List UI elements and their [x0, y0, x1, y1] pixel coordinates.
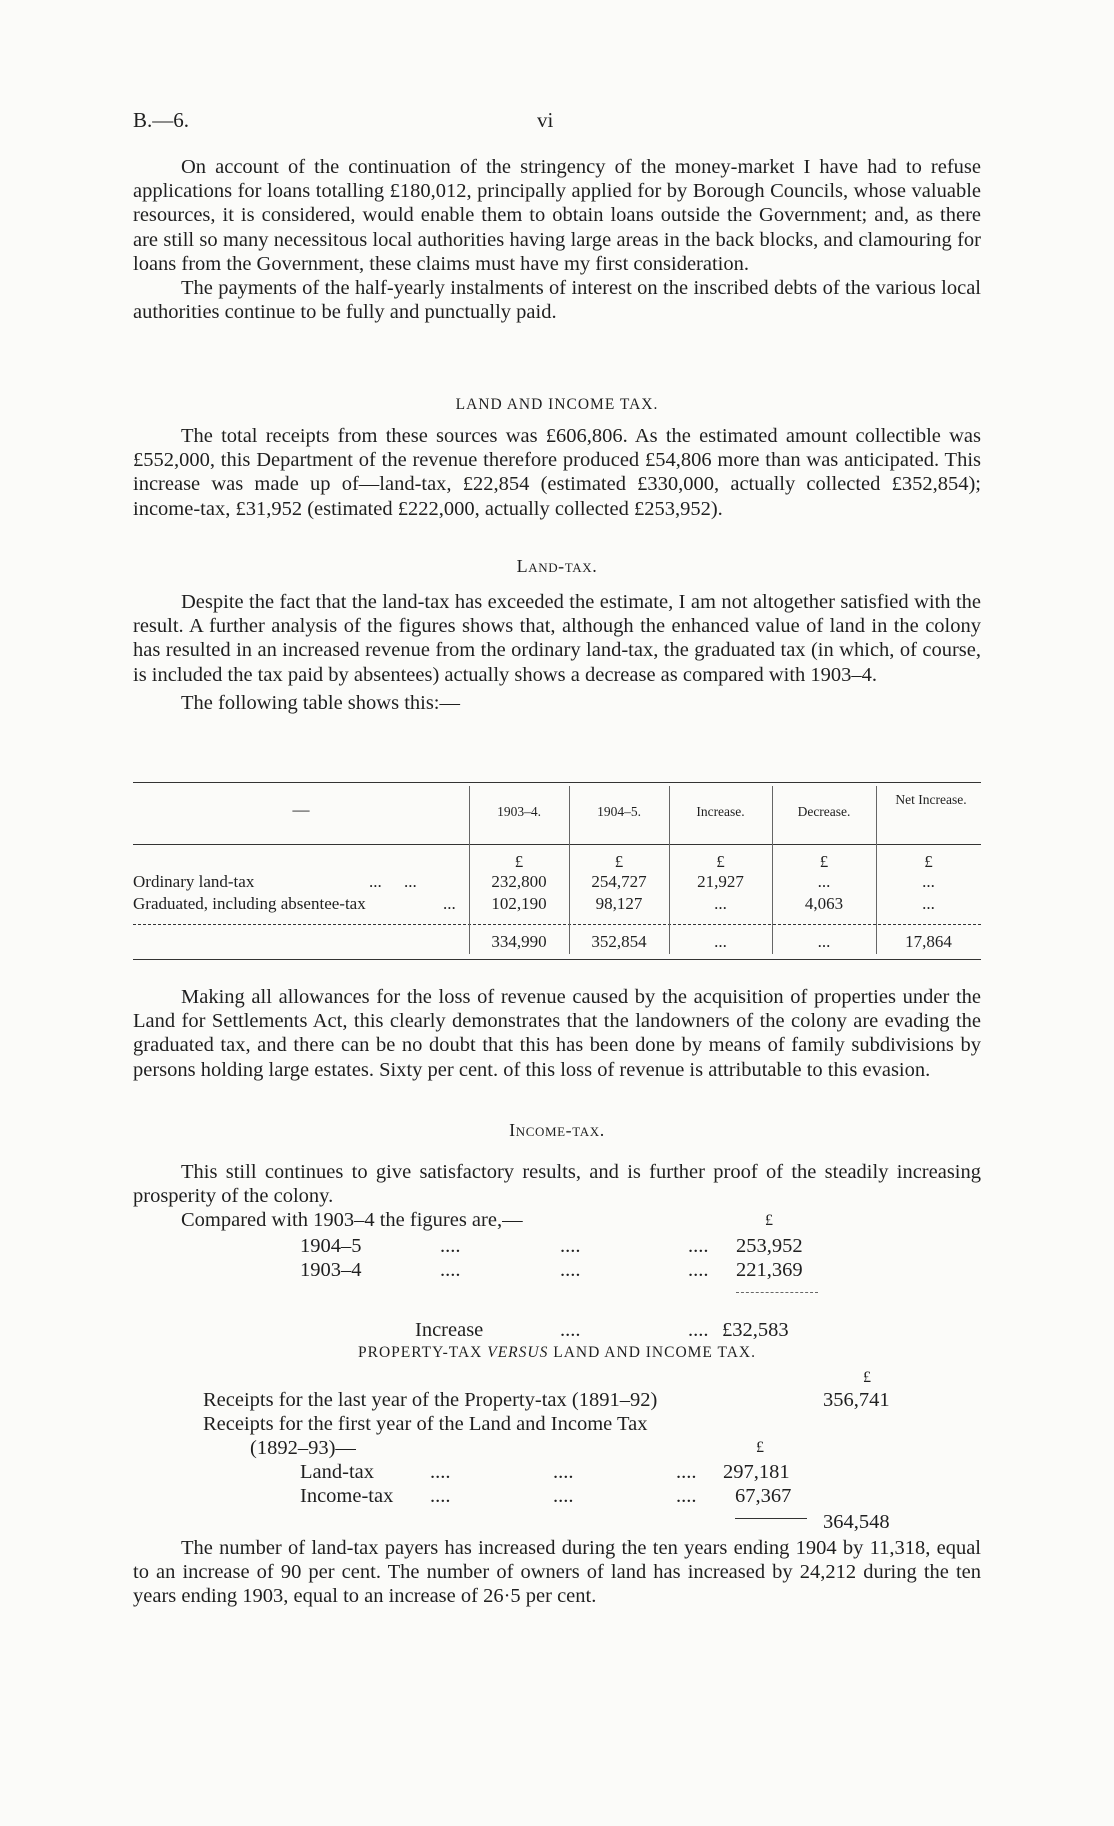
unit-1903-4: £ — [514, 852, 524, 871]
income-tax-heading: Income-tax. — [509, 1120, 605, 1140]
unit-net-increase: £ — [924, 852, 933, 871]
total-cell: ... — [714, 932, 727, 951]
dots: .... — [553, 1485, 574, 1507]
income-tax-section — [133, 1160, 981, 1233]
property-tax-heading-part1: PROPERTY-TAX — [358, 1344, 483, 1361]
income-year: 1904–5 — [300, 1235, 362, 1257]
dots: .... — [440, 1259, 461, 1281]
income-tax-paragraph: This still continues to give satisfactory results, and is further proof of the steadily increasing prosperity of the colony. — [133, 1161, 981, 1208]
property-tax-heading-versus: VERSUS — [487, 1344, 549, 1361]
increase-value: £32,583 — [722, 1319, 789, 1341]
closing-paragraph: The number of land-tax payers has increased during the ten years ending 1904 by 11,318, equal to an increase of 90 per cent. The number of owners of land has increased by 24,212 during the ten years ending 1903, equal to an increase of 26·5 per cent. — [133, 1537, 981, 1608]
column-header-decrease: Decrease. — [797, 804, 851, 819]
dots: .... — [440, 1235, 461, 1257]
increase-label: Increase — [415, 1319, 484, 1341]
land-income-tax-paragraph: The total receipts from these sources was £606,806. As the estimated amount collectible was £552,000, this Department of the revenue therefore produced £54,806 more than was anticipated. This increase was made up of—land-tax, £22,854 (estimated £330,000, actually collected £352,854); income-tax, £31,952 (estimated £222,000, actually collected £253,952). — [133, 425, 981, 520]
page-number: vi — [537, 108, 554, 132]
row-leader-graduated: ... — [443, 894, 456, 913]
unit-increase: £ — [716, 852, 725, 871]
dots: .... — [688, 1319, 709, 1341]
dots: .... — [688, 1235, 709, 1257]
table-cell: ... — [922, 894, 935, 913]
table-intro: The following table shows this:— — [181, 691, 461, 714]
table-cell: 4,063 — [804, 894, 844, 913]
column-header-1904-5: 1904–5. — [597, 804, 641, 819]
intro-section — [133, 155, 981, 324]
dots: .... — [430, 1485, 451, 1507]
property-line-1-value: 356,741 — [823, 1389, 890, 1411]
income-year: 1903–4 — [300, 1259, 362, 1281]
land-tax-heading: Land-tax. — [516, 556, 598, 576]
dots: .... — [553, 1461, 574, 1483]
interest-paragraph: The payments of the half-yearly instalments of interest on the inscribed debts of the various local authorities continue to be fully and punctually paid. — [133, 277, 981, 324]
column-header-increase: Increase. — [696, 804, 745, 819]
dots: .... — [560, 1319, 581, 1341]
income-value: 253,952 — [736, 1235, 803, 1257]
dots: .... — [560, 1235, 581, 1257]
property-rule — [735, 1518, 807, 1519]
total-cell: ... — [817, 932, 831, 951]
income-value: 221,369 — [736, 1259, 803, 1281]
dots: .... — [676, 1461, 697, 1483]
property-sub-currency: £ — [756, 1439, 764, 1456]
compared-line: Compared with 1903–4 the figures are,— — [181, 1209, 523, 1232]
loans-paragraph: On account of the continuation of the stringency of the money-market I have had to refuse applications for loans totalling £180,012, principally applied for by Borough Councils, whose valuable resources, it is considered, would enable them to obtain loans outside the Government; and, as there are still so many necessitous local authorities having large areas in the back blocks, and clamouring for loans from the Government, these claims must have my first consideration. — [133, 156, 981, 275]
column-header-1903-4: 1903–4. — [497, 804, 541, 819]
table-cell: 232,800 — [491, 872, 547, 891]
evasion-paragraph: Making all allowances for the loss of revenue caused by the acquisition of properties under the Land for Settlements Act, this clearly demonstrates that the landowners of the colony are evading the graduated tax, and there can be no doubt that this has been done by means of family subdivisions by persons holding large estates. Sixty per cent. of this loss of revenue is attributable to this evasion. — [133, 986, 981, 1081]
total-cell: 17,864 — [905, 932, 952, 951]
table-cell: 102,190 — [491, 894, 547, 913]
column-header-blank: — — [292, 800, 310, 819]
property-line-1-label: Receipts for the last year of the Property-tax (1891–92) — [203, 1389, 658, 1411]
document-reference: B.—6. — [133, 108, 190, 132]
total-cell: 352,854 — [591, 932, 647, 951]
row-label-graduated: Graduated, including absentee-tax — [133, 894, 366, 913]
property-currency-symbol: £ — [863, 1369, 871, 1386]
income-tax-value: 67,367 — [735, 1485, 792, 1507]
land-tax-table — [133, 782, 981, 974]
unit-decrease: £ — [819, 852, 829, 871]
property-line-2-label: Receipts for the first year of the Land and Income Tax — [203, 1413, 648, 1435]
dots: .... — [676, 1485, 697, 1507]
income-rule — [736, 1292, 818, 1293]
income-tax-label: Income-tax — [300, 1485, 394, 1507]
table-cell: ... — [817, 872, 831, 891]
table-cell: ... — [714, 894, 727, 913]
row-leader-ordinary: ... ... — [369, 872, 417, 891]
table-cell: ... — [922, 872, 935, 891]
land-tax-section — [133, 590, 981, 715]
table-cell: 254,727 — [591, 872, 647, 891]
land-tax-paragraph: Despite the fact that the land-tax has exceeded the estimate, I am not altogether satisfied with the result. A further analysis of the figures shows that, although the enhanced value of land in the colony has resulted in an increased revenue from the ordinary land-tax, the graduated tax (in which, of course, is included the tax paid by absentees) actually shows a decrease as compared with 1903–4. — [133, 591, 981, 686]
property-total-value: 364,548 — [823, 1511, 890, 1533]
evasion-section — [133, 985, 981, 1082]
table-cell: 21,927 — [697, 872, 744, 891]
property-line-3-label: (1892–93)— — [250, 1437, 356, 1459]
property-tax-heading-part2: LAND AND INCOME TAX. — [553, 1344, 756, 1361]
land-income-tax-section — [133, 424, 981, 521]
property-tax-heading — [0, 1344, 1114, 1362]
unit-1904-5: £ — [614, 852, 624, 871]
column-header-net-increase: Net Increase. — [895, 792, 967, 807]
land-income-tax-heading: LAND AND INCOME TAX. — [455, 396, 659, 413]
dots: .... — [688, 1259, 709, 1281]
row-label-ordinary: Ordinary land-tax — [133, 872, 255, 891]
dots: .... — [430, 1461, 451, 1483]
dots: .... — [560, 1259, 581, 1281]
table-cell: 98,127 — [595, 894, 643, 913]
income-currency-symbol: £ — [765, 1212, 773, 1229]
land-tax-label: Land-tax — [300, 1461, 374, 1483]
closing-section — [133, 1536, 981, 1609]
total-cell: 334,990 — [491, 932, 547, 951]
land-tax-value: 297,181 — [723, 1461, 790, 1483]
